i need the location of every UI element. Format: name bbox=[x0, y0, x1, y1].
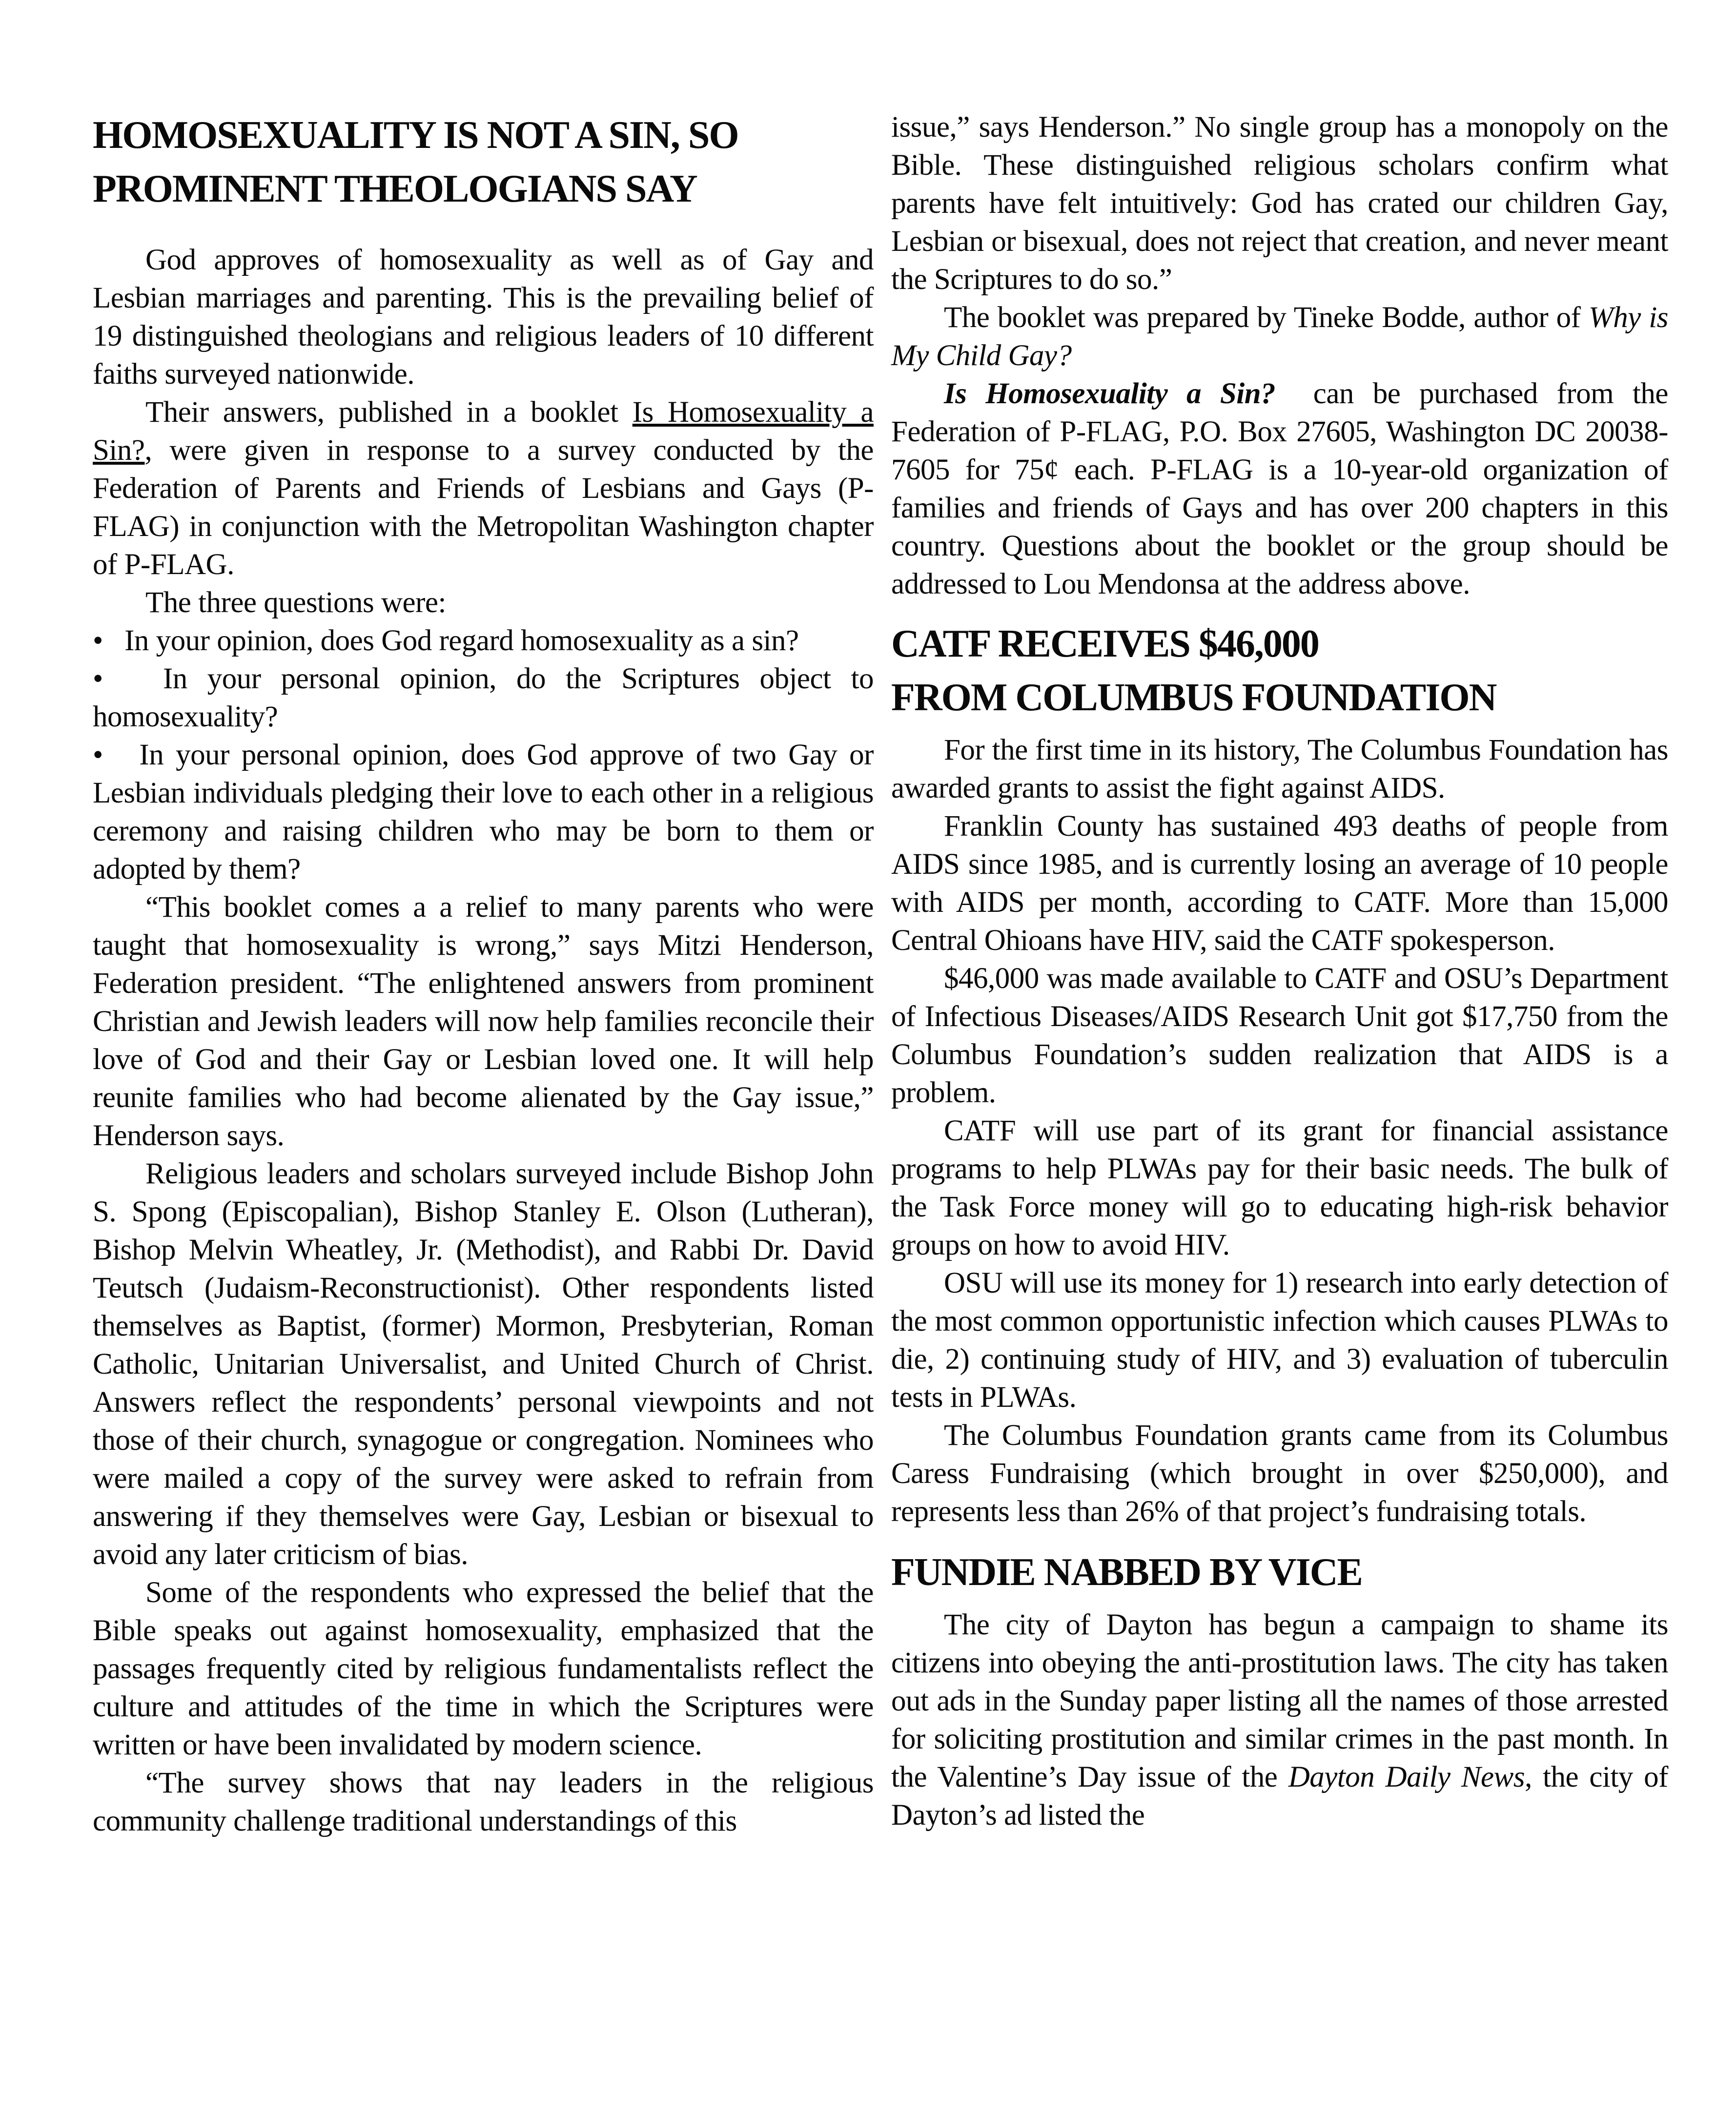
text-segment: , were given in response to a survey conducted by the Federation of Parents and Friends of Lesbians and Gays (P-FLAG) in conjunction with the Metropolitan Washington chapter of P-FLAG. bbox=[93, 434, 874, 581]
paragraph: $46,000 was made available to CATF and OSU’s Department of Infectious Diseases/AIDS Research Unit got $17,750 from the Columbus Foundation’s sudden realization that AIDS is a problem. bbox=[891, 962, 1668, 1109]
paragraph: Some of the respondents who expressed the belief that the Bible speaks out against homosexuality, emphasized that the passages frequently cited by religious fundamentalists reflect the culture and attitudes of the time in which the Scriptures were written or have been invalidated by modern science. bbox=[93, 1576, 874, 1761]
article-headline-catf bbox=[891, 617, 1668, 724]
bullet-item: • In your personal opinion, do the Scriptures object to homosexuality? bbox=[93, 662, 874, 733]
right-column bbox=[891, 108, 1668, 1834]
paragraph: For the first time in its history, The Columbus Foundation has awarded grants to assist the fight against AIDS. bbox=[891, 734, 1668, 804]
bullet-item: • In your opinion, does God regard homosexuality as a sin? bbox=[93, 624, 799, 657]
left-column bbox=[93, 108, 874, 1840]
bullet-item: • In your personal opinion, does God approve of two Gay or Lesbian individuals pledging their love to each other in a religious ceremony and raising children who may be born to them or adopted by them? bbox=[93, 739, 874, 886]
paragraph: OSU will use its money for 1) research into early detection of the most common opportunistic infection which causes PLWAs to die, 2) continuing study of HIV, and 3) evaluation of tuberculin tests in PLWAs. bbox=[891, 1267, 1668, 1414]
booklet-title-bold-italic: Is Homosexuality a Sin? bbox=[944, 377, 1276, 410]
paragraph: Franklin County has sustained 493 deaths of people from AIDS since 1985, and is currently losing an average of 10 people with AIDS per month, according to CATF. More than 15,000 Central Ohioans have HIV, said the CATF spokesperson. bbox=[891, 810, 1668, 957]
headline-line: CATF RECEIVES $46,000 bbox=[891, 622, 1319, 665]
text-segment: Their answers, published in a booklet bbox=[145, 396, 633, 429]
paragraph: “The survey shows that nay leaders in the religious community challenge traditional understandings of this bbox=[93, 1767, 874, 1837]
article-headline-theologians bbox=[93, 108, 874, 216]
paragraph: The Columbus Foundation grants came from its Columbus Caress Fundraising (which brought in over $250,000), and represents less than 26% of that project’s fundraising totals. bbox=[891, 1419, 1668, 1528]
text-segment: , the city of Dayton’s ad listed the bbox=[891, 1761, 1668, 1832]
article-headline-fundie: FUNDIE NABBED BY VICE bbox=[891, 1551, 1362, 1594]
newspaper-title-italic: Dayton Daily News bbox=[1288, 1761, 1525, 1793]
headline-line: PROMINENT THEOLOGIANS SAY bbox=[93, 167, 697, 210]
headline-line: FROM COLUMBUS FOUNDATION bbox=[891, 676, 1496, 719]
paragraph bbox=[891, 1606, 1668, 1834]
paragraph: CATF will use part of its grant for financial assistance programs to help PLWAs pay for their basic needs. The bulk of the Task Force money will go to educating high-risk behavior groups on how to avoid HIV. bbox=[891, 1114, 1668, 1261]
paragraph-continuation: issue,” says Henderson.” No single group has a monopoly on the Bible. These distinguished religious scholars confirm what parents have felt intuitively: God has crated our children Gay, Lesbian or bisexual, does not reject that creation, and never meant the Scriptures to do so.” bbox=[891, 111, 1668, 296]
paragraph bbox=[93, 393, 874, 584]
paragraph: Religious leaders and scholars surveyed include Bishop John S. Spong (Episcopalian), Bishop Stanley E. Olson (Lutheran), Bishop Melvin Wheatley, Jr. (Methodist), and Rabbi Dr. David Teutsch (Judaism-Reconstructionist). Other respondents listed themselves as Baptist, (former) Mormon, Presbyterian, Roman Catholic, Unitarian Universalist, and United Church of Christ. Answers reflect the respondents’ personal viewpoints and not those of their church, synagogue or congregation. Nominees who were mailed a copy of the survey were asked to refrain from answering if they themselves were Gay, Lesbian or bisexual to avoid any later criticism of bias. bbox=[93, 1157, 874, 1571]
paragraph bbox=[891, 299, 1668, 375]
paragraph: God approves of homosexuality as well as of Gay and Lesbian marriages and parenting. This is the prevailing belief of 19 distinguished theologians and religious leaders of 10 different faiths surveyed nationwide. bbox=[93, 244, 874, 391]
booklet-title-underlined: Is Homosexuality a Sin? bbox=[93, 396, 874, 467]
text-segment: The booklet was prepared by Tineke Bodde, author of bbox=[944, 301, 1589, 334]
text-segment: The city of Dayton has begun a campaign to shame its citizens into obeying the anti-prostitution laws. The city has taken out ads in the Sunday paper listing all the names of those arrested for soliciting prostitution and similar crimes in the past month. In the Valentine’s Day issue of the bbox=[891, 1608, 1668, 1793]
headline-line: HOMOSEXUALITY IS NOT A SIN, SO bbox=[93, 114, 738, 157]
text-segment: can be purchased from the Federation of P-FLAG, P.O. Box 27605, Washington DC 20038-7605 for 75¢ each. P-FLAG is a 10-year-old organization of families and friends of Gays and has over 200 chapters in this country. Questions about the booklet or the group should be addressed to Lou Mendonsa at the address above. bbox=[891, 377, 1668, 600]
paragraph: “This booklet comes a a relief to many parents who were taught that homosexuality is wrong,” says Mitzi Henderson, Federation president. “The enlightened answers from prominent Christian and Jewish leaders will now help families reconcile their love of God and their Gay or Lesbian loved one. It will help reunite families who had become alienated by the Gay issue,” Henderson says. bbox=[93, 891, 874, 1152]
paragraph bbox=[891, 375, 1668, 603]
paragraph: The three questions were: bbox=[145, 586, 446, 619]
book-title-italic: Why is My Child Gay? bbox=[891, 301, 1669, 372]
